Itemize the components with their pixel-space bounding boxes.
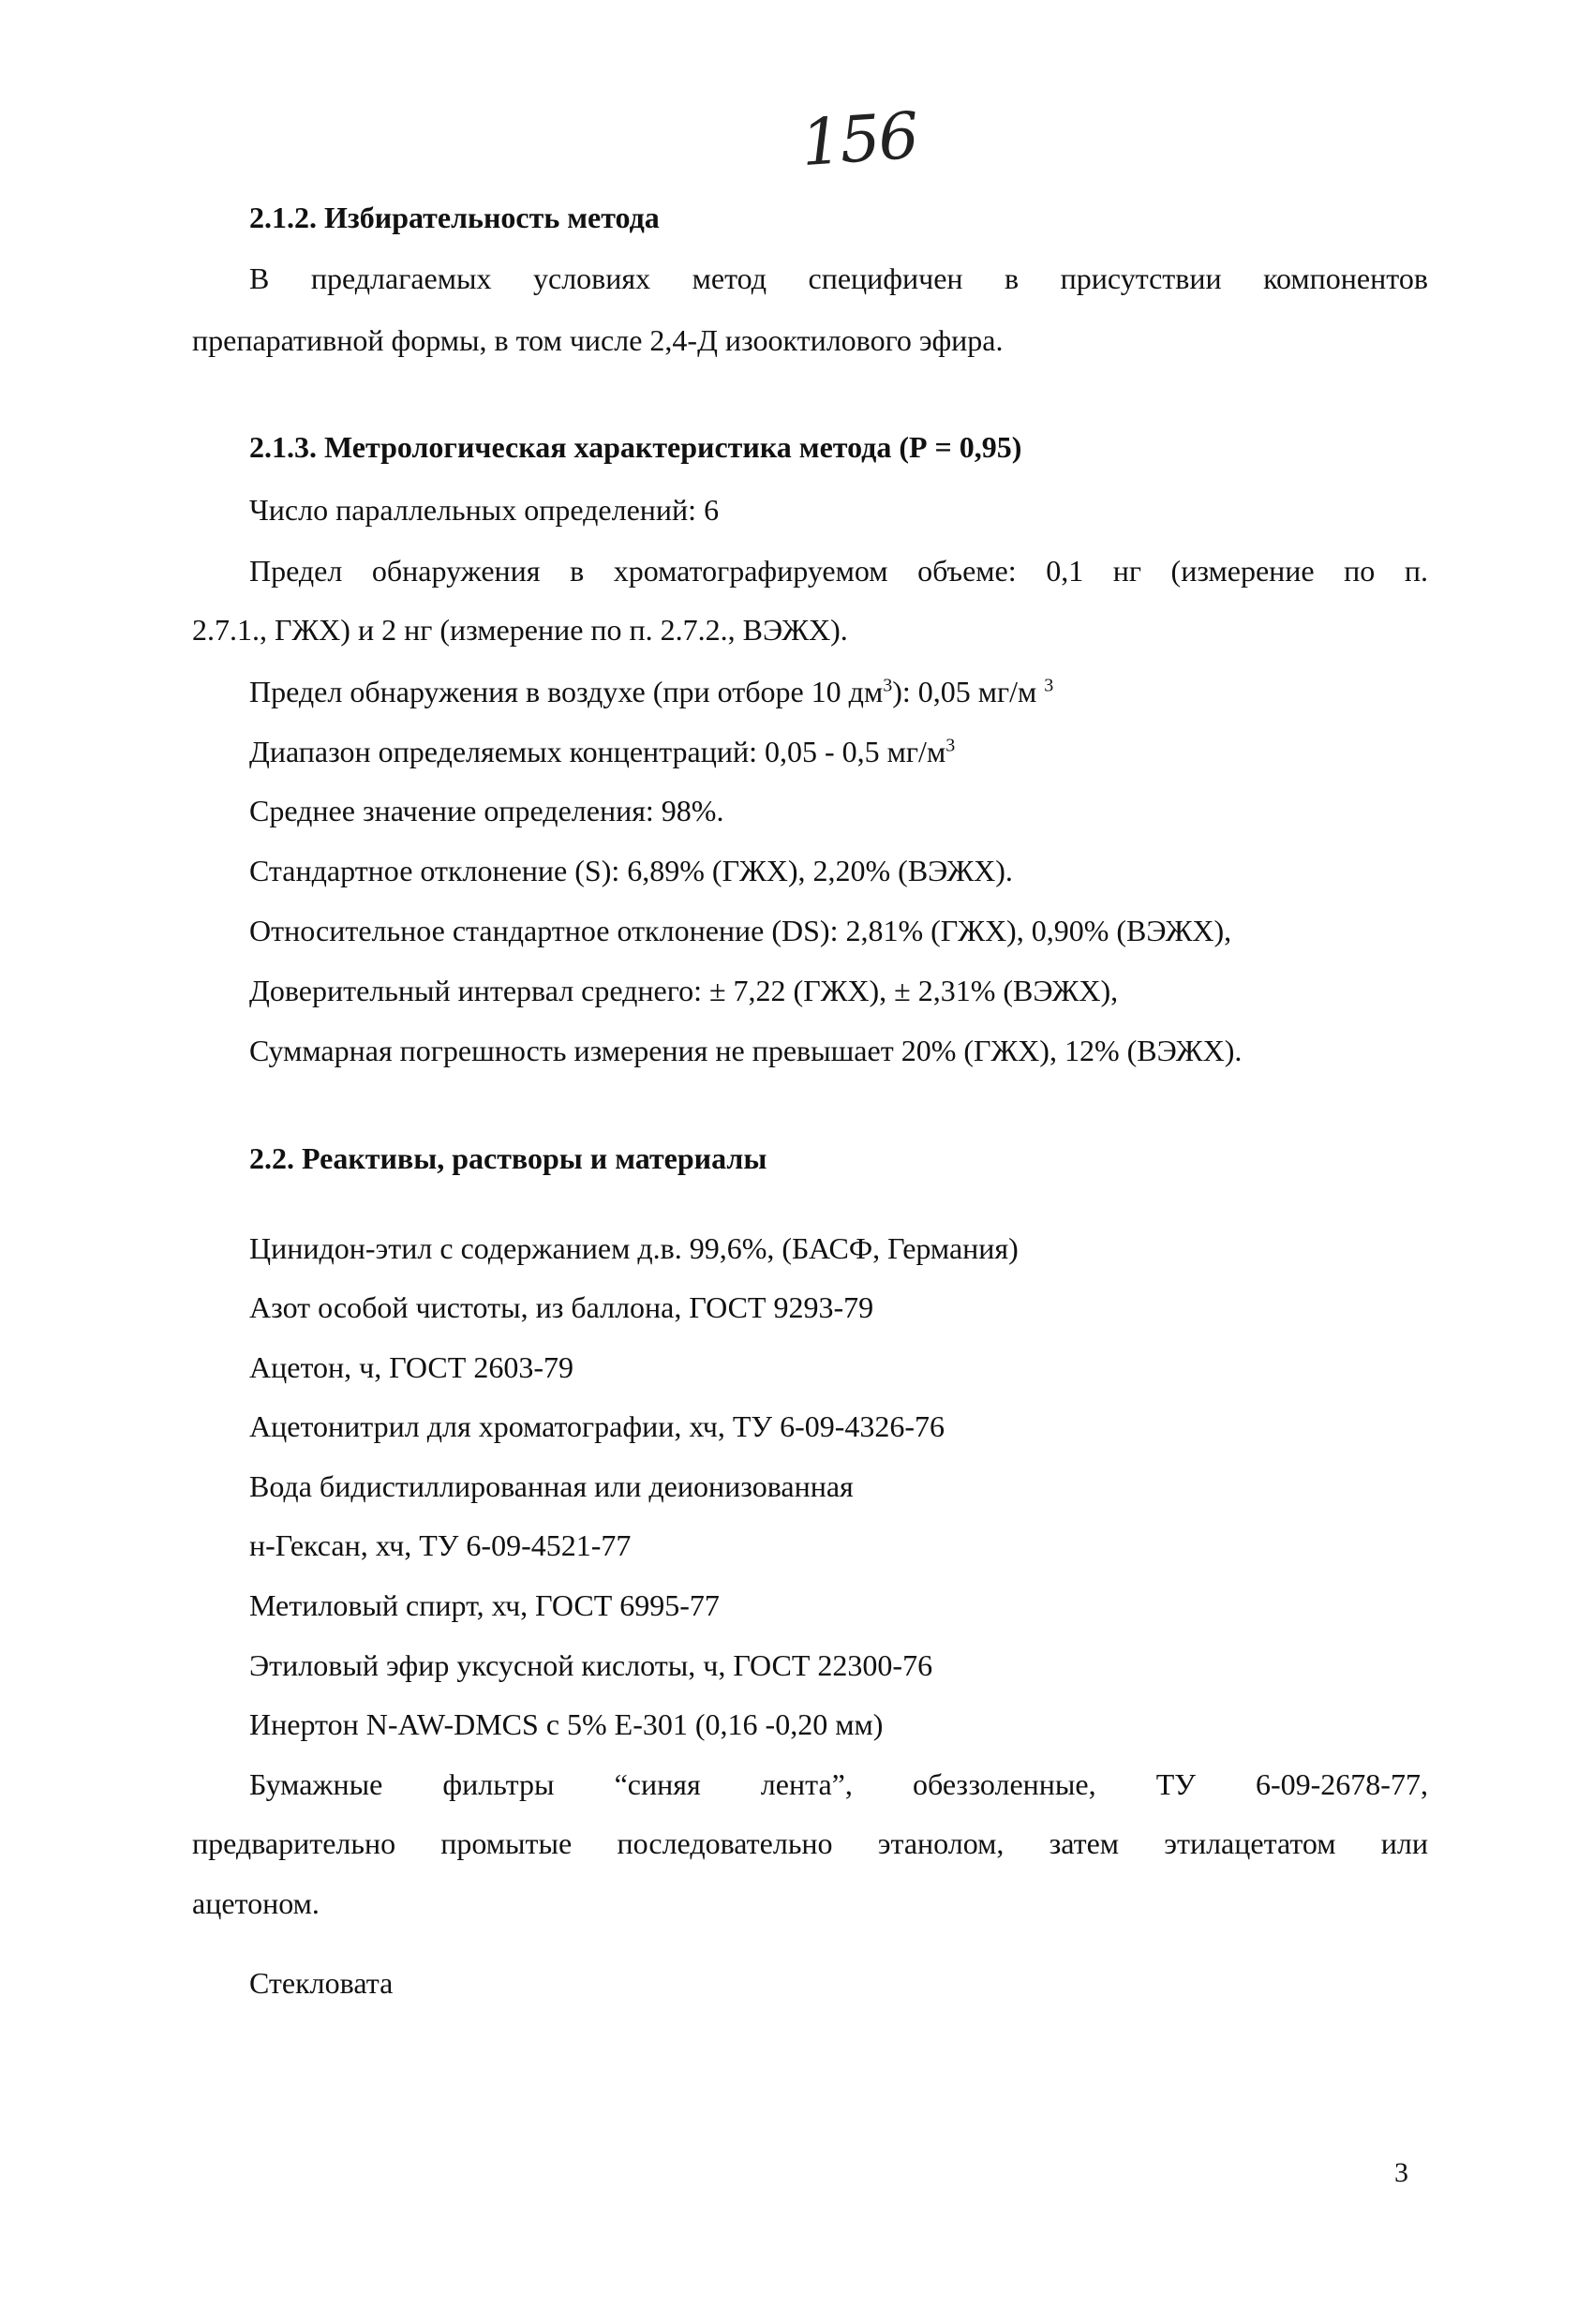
word: в: [1005, 261, 1020, 295]
word: метод: [692, 261, 767, 295]
reagent-item: Ацетон, ч, ГОСТ 2603-79: [249, 1350, 573, 1384]
word: Предел: [249, 554, 343, 588]
reagent-item: Метиловый спирт, хч, ГОСТ 6995-77: [249, 1588, 720, 1622]
word: или: [1380, 1826, 1428, 1860]
word: специфичен: [808, 261, 963, 295]
word: этилацетатом: [1164, 1826, 1336, 1860]
word: в: [570, 554, 585, 588]
word: присутствии: [1060, 261, 1222, 295]
word: обнаружения: [371, 554, 541, 588]
word: фильтры: [442, 1767, 555, 1801]
s212-paragraph-line1: [249, 260, 1428, 297]
word: условиях: [532, 261, 651, 295]
word: предлагаемых: [310, 261, 492, 295]
total-error: Суммарная погрешность измерения не превышает 20% (ГЖХ), 12% (ВЭЖХ).: [249, 1034, 1243, 1067]
reagent-item: Инертон N-AW-DMCS с 5% Е-301 (0,16 -0,20 мм): [249, 1707, 884, 1741]
word: промытые: [440, 1826, 573, 1860]
mean-value: Среднее значение определения: 98%.: [249, 794, 724, 827]
word: “синяя: [614, 1767, 701, 1801]
reagent-item: Цинидон-этил с содержанием д.в. 99,6%, (БАСФ, Германия): [249, 1231, 1019, 1265]
page-number: 3: [1394, 2157, 1408, 2188]
reagent-item: Ацетонитрил для хроматографии, хч, ТУ 6-09-4326-76: [249, 1409, 945, 1443]
word: компонентов: [1263, 261, 1428, 295]
word: (измерение: [1170, 554, 1315, 588]
word: затем: [1049, 1826, 1120, 1860]
word: предварительно: [192, 1826, 396, 1860]
reagent-item: Вода бидистиллированная или деионизованная: [249, 1469, 854, 1503]
word: по: [1344, 554, 1376, 588]
standard-deviation: Стандартное отклонение (S): 6,89% (ГЖХ), 2,20% (ВЭЖХ).: [249, 854, 1013, 887]
word: обеззоленные,: [912, 1767, 1096, 1801]
heading-2-2: 2.2. Реактивы, растворы и материалы: [249, 1141, 767, 1175]
detection-limit-line1: [249, 552, 1428, 589]
concentration-range: Диапазон определяемых концентраций: 0,05 - 0,5 $мг/м^3$: [249, 735, 956, 768]
word: лента”,: [760, 1767, 853, 1801]
word: этанолом,: [877, 1826, 1005, 1860]
detection-limit-line2: 2.7.1., ГЖХ) и 2 нг (измерение по п. 2.7.2., ВЭЖХ).: [192, 613, 848, 647]
s212-paragraph-line2: препаративной формы, в том числе 2,4-Д изооктилового эфира.: [192, 323, 1004, 357]
reagent-item: н-Гексан, хч, ТУ 6-09-4521-77: [249, 1528, 632, 1562]
heading-2-1-3: 2.1.3. Метрологическая характеристика метода (Р = 0,95): [249, 430, 1022, 464]
handwritten-page-number: 156: [798, 98, 920, 182]
word: В: [249, 261, 270, 295]
filters-line1: [249, 1765, 1428, 1803]
word: ТУ: [1155, 1767, 1196, 1801]
word: 6-09-2678-77,: [1255, 1767, 1428, 1801]
heading-2-1-2: 2.1.2. Избирательность метода: [249, 201, 660, 234]
word: 0,1: [1046, 554, 1084, 588]
parallel-determinations: Число параллельных определений: 6: [249, 493, 720, 527]
filters-line2: [192, 1825, 1428, 1862]
relative-standard-deviation: Относительное стандартное отклонение (DS): 2,81% (ГЖХ), 0,90% (ВЭЖХ),: [249, 914, 1232, 947]
glass-wool: Стекловата: [249, 1966, 394, 2000]
reagent-item: Этиловый эфир уксусной кислоты, ч, ГОСТ 22300-76: [249, 1648, 933, 1682]
air-detection-limit: Предел обнаружения в воздухе (при отборе 10 $дм^3$): 0,05 мг/м $^3$: [249, 675, 1054, 708]
filters-line3: ацетоном.: [192, 1886, 320, 1920]
reagent-item: Азот особой чистоты, из баллона, ГОСТ 9293-79: [249, 1290, 874, 1324]
word: Бумажные: [249, 1767, 383, 1801]
word: нг: [1112, 554, 1141, 588]
word: п.: [1404, 554, 1428, 588]
confidence-interval: Доверительный интервал среднего: ± 7,22 (ГЖХ), ± 2,31% (ВЭЖХ),: [249, 974, 1119, 1007]
word: последовательно: [617, 1826, 833, 1860]
word: объеме:: [917, 554, 1017, 588]
word: хроматографируемом: [613, 554, 888, 588]
